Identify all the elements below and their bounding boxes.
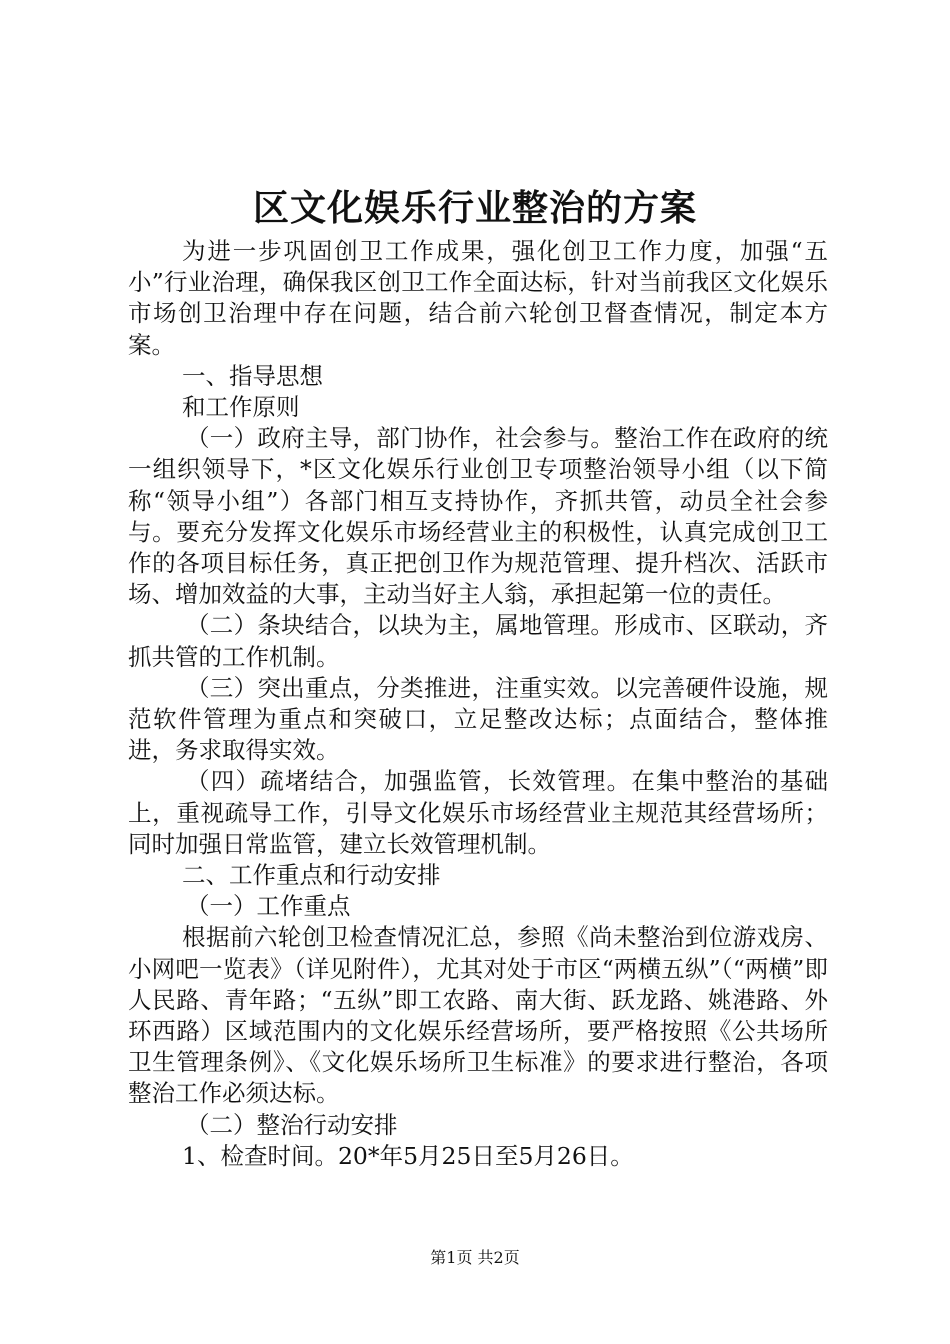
section-heading-work-focus: 二、工作重点和行动安排 <box>182 861 441 890</box>
section-heading-work-principles: 和工作原则 <box>182 393 300 422</box>
page-footer: 第1页 共2页 <box>430 1248 520 1267</box>
subheading-work-focus: （一）工作重点 <box>186 892 351 921</box>
principle-paragraph-2: （二）条块结合，以块为主，属地管理。形成市、区联动，齐抓共管的工作机制。 <box>128 611 828 671</box>
principle-paragraph-4: （四）疏堵结合，加强监管，长效管理。在集中整治的基础上，重视疏导工作，引导文化娱乐市场经营业主规范其经营场所；同时加强日常监管，建立长效管理机制。 <box>128 767 828 858</box>
work-focus-paragraph: 根据前六轮创卫检查情况汇总，参照《尚未整治到位游戏房、小网吧一览表》（详见附件），尤其对处于市区“两横五纵”（“两横”即人民路、青年路；“五纵”即工农路、南大街、跃龙路、姚港路、外环西路）区域范围内的文化娱乐经营场所，要严格按照《公共场所卫生管理条例》、《文化娱乐场所卫生标准》的要求进行整治，各项整治工作必须达标。 <box>128 923 828 1108</box>
intro-paragraph: 为进一步巩固创卫工作成果，强化创卫工作力度，加强“五小”行业治理，确保我区创卫工作全面达标，针对当前我区文化娱乐市场创卫治理中存在问题，结合前六轮创卫督查情况，制定本方案。 <box>128 237 828 359</box>
principle-paragraph-1: （一）政府主导，部门协作，社会参与。整治工作在政府的统一组织领导下，*区文化娱乐行业创卫专项整治领导小组（以下简称“领导小组”）各部门相互支持协作，齐抓共管，动员全社会参与。要充分发挥文化娱乐市场经营业主的积极性，认真完成创卫工作的各项目标任务，真正把创卫作为规范管理、提升档次、活跃市场、增加效益的大事，主动当好主人翁，承担起第一位的责任。 <box>128 424 828 609</box>
subheading-action-plan: （二）整治行动安排 <box>186 1110 398 1139</box>
section-heading-guiding-thought: 一、指导思想 <box>182 361 323 390</box>
document-title: 区文化娱乐行业整治的方案 <box>252 187 697 229</box>
document-body <box>128 236 828 1172</box>
inspection-time-item: 1、检查时间。20*年5月25日至5月26日。 <box>182 1141 634 1170</box>
principle-paragraph-3: （三）突出重点，分类推进，注重实效。以完善硬件设施，规范软件管理为重点和突破口，立足整改达标；点面结合，整体推进，务求取得实效。 <box>128 673 828 765</box>
